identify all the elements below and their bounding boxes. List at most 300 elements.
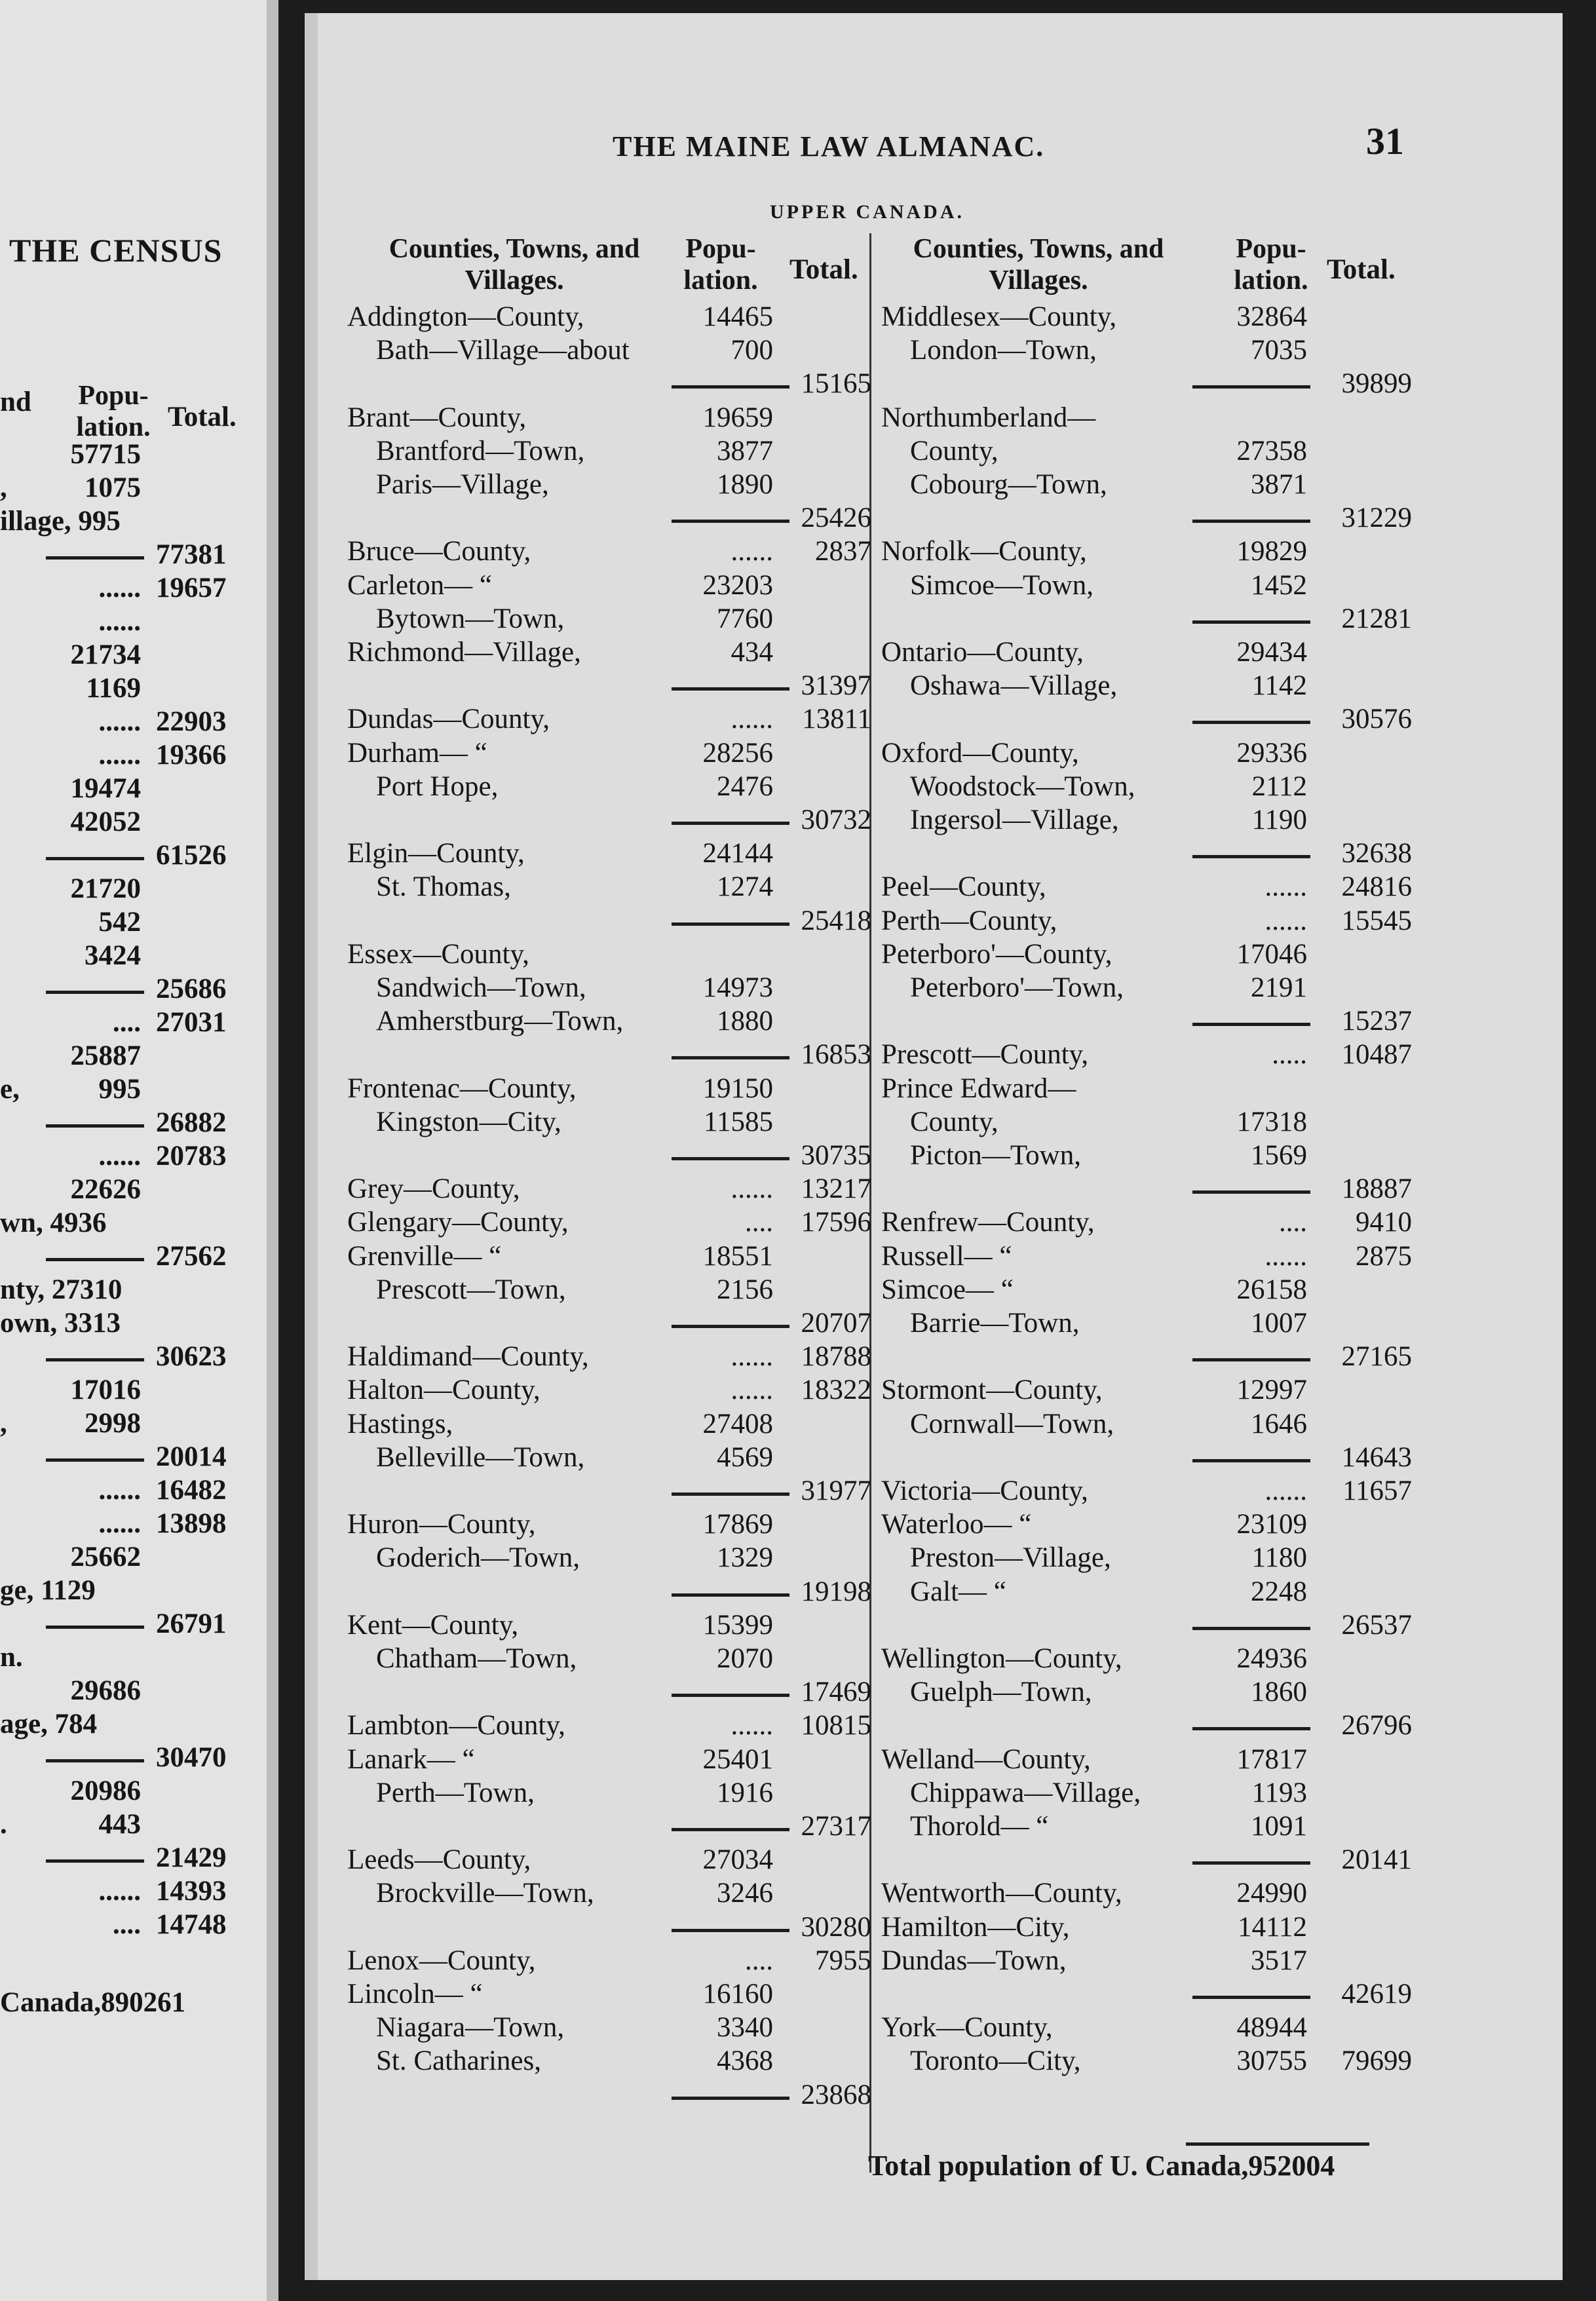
sum-rule <box>1192 520 1310 523</box>
place-name: Haldimand—County, <box>347 1341 589 1373</box>
fragment-population: 995 <box>98 1074 141 1105</box>
place-name: Lanark— “ <box>347 1743 475 1775</box>
place-name: Perth—County, <box>881 905 1057 936</box>
sum-rule <box>672 1929 789 1932</box>
fragment-rule <box>46 1358 144 1361</box>
left-header-population-line1: Popu- <box>685 234 756 264</box>
place-name: Hastings, <box>347 1408 453 1439</box>
place-name: Welland—County, <box>881 1743 1091 1775</box>
left-header-place <box>351 233 678 296</box>
population-value: 12997 <box>1236 1375 1307 1406</box>
sum-rule <box>1192 721 1310 724</box>
fragment-total: 22903 <box>156 706 227 737</box>
fragment-total: 19657 <box>156 573 227 603</box>
population-value: .... <box>745 1207 773 1238</box>
total-value: 32638 <box>1341 838 1412 869</box>
total-value: 15165 <box>801 368 871 400</box>
fragment-population: 25887 <box>70 1040 141 1071</box>
population-value: ...... <box>731 1341 773 1373</box>
total-value: 19198 <box>801 1576 871 1607</box>
population-value: 23109 <box>1236 1509 1307 1540</box>
place-name: Peterboro'—Town, <box>910 972 1124 1003</box>
population-value: 26158 <box>1236 1274 1307 1305</box>
total-population-footer: Total population of U. Canada,952004 <box>868 2150 1335 2182</box>
place-name: County, <box>910 435 998 466</box>
total-value: 30280 <box>801 1911 871 1943</box>
fragment-total: 16482 <box>156 1475 227 1506</box>
place-name: Picton—Town, <box>910 1140 1081 1171</box>
population-value: 7760 <box>717 603 773 634</box>
place-name: Chatham—Town, <box>376 1643 577 1674</box>
place-name: York—County, <box>881 2012 1053 2044</box>
population-value: 17817 <box>1236 1743 1307 1775</box>
place-name: Amherstburg—Town, <box>376 1006 624 1037</box>
place-name: Northumberland— <box>881 402 1096 433</box>
sum-rule <box>672 1056 789 1059</box>
section-subtitle: UPPER CANADA. <box>770 201 964 223</box>
place-name: Brant—County, <box>347 402 527 433</box>
total-value: 42619 <box>1341 1979 1412 2009</box>
population-value: 3877 <box>717 435 773 466</box>
place-name: London—Town, <box>910 335 1097 366</box>
population-value: ...... <box>731 1710 773 1741</box>
fragment-total: 14393 <box>156 1876 227 1907</box>
total-value: 14643 <box>1341 1441 1412 1473</box>
place-name: Belleville—Town, <box>376 1441 585 1473</box>
population-value: 1860 <box>1251 1677 1307 1708</box>
population-value: 19150 <box>702 1073 773 1104</box>
fragment-total: 14748 <box>156 1909 227 1940</box>
sum-rule <box>672 922 789 926</box>
fragment-rule <box>46 556 144 560</box>
population-value: 1646 <box>1251 1408 1307 1439</box>
total-value: 39899 <box>1341 368 1412 400</box>
population-value: 24144 <box>702 838 773 869</box>
fragment-label: , <box>0 472 7 503</box>
place-name: Waterloo— “ <box>881 1509 1032 1540</box>
sum-rule <box>1192 1190 1310 1194</box>
fragment-total: 30470 <box>156 1742 227 1773</box>
total-value: 13811 <box>802 704 871 735</box>
total-value: 15237 <box>1341 1006 1412 1037</box>
population-value: 1091 <box>1251 1811 1307 1842</box>
total-value: 23868 <box>801 2079 871 2110</box>
left-page-total-header: Total. <box>168 402 237 432</box>
population-value: 14112 <box>1238 1911 1307 1943</box>
fragment-population: 22626 <box>70 1174 141 1205</box>
place-name: Oxford—County, <box>881 737 1079 769</box>
population-value: ...... <box>731 536 773 567</box>
fragment-population: 443 <box>98 1809 141 1840</box>
population-value: 17869 <box>702 1509 773 1540</box>
place-name: Russell— “ <box>881 1240 1012 1272</box>
fragment-total: 13898 <box>156 1508 227 1539</box>
fragment-rule <box>46 1759 144 1762</box>
total-value: 30732 <box>801 805 871 835</box>
left-page-population-header <box>64 380 162 443</box>
sum-rule <box>672 1325 789 1328</box>
population-value: 3517 <box>1251 1945 1307 1976</box>
fragment-population: 25662 <box>70 1542 141 1572</box>
population-value: 11585 <box>704 1106 773 1137</box>
fragment-label: age, 784 <box>0 1709 98 1740</box>
place-name: Bruce—County, <box>347 536 531 567</box>
total-value: 16853 <box>801 1039 871 1071</box>
fragment-total: 19366 <box>156 740 227 770</box>
population-value: 2112 <box>1251 770 1307 802</box>
fragment-population: 21734 <box>70 639 141 670</box>
population-value: 17318 <box>1236 1106 1307 1137</box>
place-name: Bytown—Town, <box>376 603 565 634</box>
place-name: Kent—County, <box>347 1609 519 1641</box>
fragment-rule <box>46 1258 144 1261</box>
population-value: 1142 <box>1251 670 1307 702</box>
population-value: ...... <box>731 1375 773 1406</box>
total-value: 18887 <box>1341 1173 1412 1205</box>
sum-rule <box>1192 385 1310 389</box>
population-value: 1180 <box>1251 1542 1307 1574</box>
sum-rule <box>1192 1861 1310 1865</box>
fragment-population: 542 <box>98 907 141 938</box>
place-name: Middlesex—County, <box>881 301 1117 332</box>
right-header-place-line1: Counties, Towns, and <box>913 234 1164 264</box>
sum-rule <box>1192 1459 1310 1462</box>
sum-rule <box>672 385 789 389</box>
fragment-population: 29686 <box>70 1675 141 1706</box>
place-name: Chippawa—Village, <box>910 1777 1141 1808</box>
fragment-population: 57715 <box>70 439 141 470</box>
population-value: 27358 <box>1236 435 1307 466</box>
fragment-population: .... <box>113 1909 141 1940</box>
place-name: Renfrew—County, <box>881 1207 1095 1238</box>
place-name: Preston—Village, <box>910 1542 1111 1574</box>
place-name: Woodstock—Town, <box>910 770 1135 802</box>
total-value: 26796 <box>1341 1710 1412 1741</box>
population-value: ..... <box>1272 1039 1307 1071</box>
fragment-total: 20014 <box>156 1441 227 1472</box>
place-name: St. Thomas, <box>376 871 511 903</box>
population-value: ...... <box>1264 1240 1307 1272</box>
total-value: 17596 <box>801 1207 871 1238</box>
total-value: 11657 <box>1342 1475 1412 1506</box>
sum-rule <box>672 520 789 523</box>
sum-rule <box>1192 1627 1310 1630</box>
total-value: 2875 <box>1356 1240 1412 1272</box>
place-name: Richmond—Village, <box>347 637 581 668</box>
total-value: 30576 <box>1341 704 1412 735</box>
fragment-label: nty, 27310 <box>0 1274 123 1305</box>
total-value: 21281 <box>1341 603 1412 634</box>
total-value: 31977 <box>801 1475 871 1506</box>
place-name: Stormont—County, <box>881 1375 1103 1406</box>
fragment-label: ge, 1129 <box>0 1575 96 1606</box>
population-value: ...... <box>731 704 773 735</box>
population-value: 700 <box>731 335 773 366</box>
page-number: 31 <box>1366 120 1404 162</box>
population-value: ...... <box>731 1173 773 1205</box>
fragment-total: 30623 <box>156 1341 227 1372</box>
fragment-population: ...... <box>98 1141 141 1171</box>
fragment-population: 20986 <box>70 1776 141 1806</box>
population-value: 15399 <box>702 1609 773 1641</box>
fragment-population: ...... <box>98 740 141 770</box>
place-name: Simcoe—Town, <box>910 569 1094 601</box>
place-name: Peel—County, <box>881 871 1046 903</box>
population-value: 3340 <box>717 2012 773 2044</box>
fragment-total: 77381 <box>156 539 227 570</box>
left-page-title: THE CENSUS <box>9 232 223 269</box>
fragment-population: .... <box>113 1007 141 1038</box>
place-name: Essex—County, <box>347 938 529 970</box>
right-header-population <box>1222 233 1320 296</box>
population-value: 2191 <box>1251 972 1307 1003</box>
population-value: 24936 <box>1236 1643 1307 1674</box>
total-value: 9410 <box>1356 1207 1412 1238</box>
population-value: 30755 <box>1236 2045 1307 2077</box>
population-value: 4368 <box>717 2045 773 2077</box>
fragment-total: 26882 <box>156 1107 227 1138</box>
total-value: 31229 <box>1341 503 1412 534</box>
population-value: 19829 <box>1236 536 1307 567</box>
sum-rule <box>1192 855 1310 858</box>
place-name: Prescott—Town, <box>376 1274 566 1305</box>
left-header-total: Total. <box>789 254 858 285</box>
fragment-label: . <box>0 1809 7 1840</box>
place-name: Glengary—County, <box>347 1207 569 1238</box>
fragment-label: , <box>0 1408 7 1439</box>
total-value: 13217 <box>801 1173 871 1205</box>
fragment-total: 25686 <box>156 974 227 1004</box>
population-value: 27034 <box>702 1844 773 1876</box>
total-value: 30735 <box>801 1140 871 1171</box>
sum-rule <box>1192 620 1310 624</box>
fragment-rule <box>46 1458 144 1462</box>
place-name: Lincoln— “ <box>347 1979 483 2009</box>
right-header-place <box>875 233 1202 296</box>
right-header-place-line2: Villages. <box>989 265 1088 295</box>
total-value: 7955 <box>815 1945 871 1976</box>
place-name: Grey—County, <box>347 1173 520 1205</box>
place-name: Lenox—County, <box>347 1945 536 1976</box>
total-value: 17469 <box>801 1677 871 1708</box>
fragment-total: 27562 <box>156 1241 227 1272</box>
population-value: 48944 <box>1236 2012 1307 2044</box>
population-value: 3871 <box>1251 469 1307 500</box>
population-value: 28256 <box>702 737 773 769</box>
place-name: Dundas—Town, <box>881 1945 1067 1976</box>
place-name: St. Catharines, <box>376 2045 541 2077</box>
population-value: 29434 <box>1236 637 1307 668</box>
place-name: Galt— “ <box>910 1576 1006 1607</box>
left-header-population <box>672 233 770 296</box>
fragment-rule <box>46 857 144 860</box>
place-name: Norfolk—County, <box>881 536 1087 567</box>
fragment-population: ...... <box>98 573 141 603</box>
sum-rule <box>1192 1996 1310 1999</box>
population-value: ...... <box>1264 871 1307 903</box>
place-name: Ingersol—Village, <box>910 805 1119 835</box>
place-name: Kingston—City, <box>376 1106 561 1137</box>
population-value: 17046 <box>1236 938 1307 970</box>
total-value: 20141 <box>1341 1844 1412 1876</box>
population-value: 24990 <box>1236 1878 1307 1909</box>
footer-rule <box>1186 2142 1369 2146</box>
population-value: 1007 <box>1251 1308 1307 1339</box>
place-name: Cornwall—Town, <box>910 1408 1114 1439</box>
fragment-population: 19474 <box>70 773 141 804</box>
place-name: Simcoe— “ <box>881 1274 1014 1305</box>
right-header-population-line2: lation. <box>1234 265 1308 295</box>
total-value: 18788 <box>801 1341 871 1373</box>
fragment-rule <box>46 991 144 994</box>
sum-rule <box>672 687 789 691</box>
population-value: 1193 <box>1251 1777 1307 1808</box>
left-page-population-header-line2: lation. <box>76 412 151 442</box>
place-name: Brantford—Town, <box>376 435 585 466</box>
place-name: Leeds—County, <box>347 1844 531 1876</box>
fragment-population: 2998 <box>85 1408 141 1439</box>
right-header-total: Total. <box>1327 254 1396 285</box>
fragment-population: ...... <box>98 606 141 637</box>
place-name: Thorold— “ <box>910 1811 1049 1842</box>
left-header-population-line2: lation. <box>683 265 758 295</box>
place-name: Goderich—Town, <box>376 1542 580 1574</box>
left-page-gutter <box>267 0 278 2301</box>
place-name: Peterboro'—County, <box>881 938 1112 970</box>
fragment-total: 20783 <box>156 1141 227 1171</box>
place-name: Niagara—Town, <box>376 2012 565 2044</box>
population-value: 16160 <box>702 1979 773 2009</box>
fragment-label: wn, 4936 <box>0 1208 107 1238</box>
fragment-rule <box>46 1626 144 1629</box>
population-value: 1190 <box>1251 805 1307 835</box>
fragment-total: 21429 <box>156 1842 227 1873</box>
population-value: 1890 <box>717 469 773 500</box>
fragment-population: ...... <box>98 706 141 737</box>
almanac-page <box>305 13 1563 2280</box>
place-name: Port Hope, <box>376 770 499 802</box>
place-name: Dundas—County, <box>347 704 550 735</box>
place-name: Wentworth—County, <box>881 1878 1122 1909</box>
right-header-population-line1: Popu- <box>1236 234 1306 264</box>
population-value: 32864 <box>1236 301 1307 332</box>
population-value: 434 <box>731 637 773 668</box>
fragment-total: 61526 <box>156 840 227 871</box>
place-name: Bath—Village—about <box>376 335 630 366</box>
population-value: 29336 <box>1236 737 1307 769</box>
sum-rule <box>672 1828 789 1831</box>
total-value: 20707 <box>801 1308 871 1339</box>
left-facing-page <box>0 0 278 2301</box>
place-name: Ontario—County, <box>881 637 1084 668</box>
population-value: 1569 <box>1251 1140 1307 1171</box>
place-name: Cobourg—Town, <box>910 469 1107 500</box>
total-value: 2837 <box>815 536 871 567</box>
population-value: 18551 <box>702 1240 773 1272</box>
place-name: Durham— “ <box>347 737 487 769</box>
population-value: 1452 <box>1251 569 1307 601</box>
total-value: 25418 <box>801 905 871 936</box>
fragment-population: 42052 <box>70 807 141 837</box>
total-value: 27317 <box>801 1811 871 1842</box>
total-value: 24816 <box>1341 871 1412 903</box>
total-value: 10815 <box>801 1710 871 1741</box>
place-name: Prescott—County, <box>881 1039 1089 1071</box>
left-header-place-line1: Counties, Towns, and <box>389 234 640 264</box>
fragment-population: ...... <box>98 1508 141 1539</box>
place-name: Huron—County, <box>347 1509 536 1540</box>
population-value: ...... <box>1264 905 1307 936</box>
sum-rule <box>1192 1023 1310 1026</box>
left-page-footer: Canada,890261 <box>0 1987 186 2018</box>
fragment-population: 1169 <box>86 673 141 704</box>
page-edge <box>305 13 318 2280</box>
sum-rule <box>672 2097 789 2100</box>
population-value: 23203 <box>702 569 773 601</box>
place-name: Brockville—Town, <box>376 1878 594 1909</box>
population-value: 2070 <box>717 1643 773 1674</box>
fragment-total: 27031 <box>156 1007 227 1038</box>
sum-rule <box>672 1593 789 1597</box>
place-name: Perth—Town, <box>376 1777 535 1808</box>
total-value: 26537 <box>1341 1609 1412 1641</box>
population-value: 1274 <box>717 871 773 903</box>
page-header-title: THE MAINE LAW ALMANAC. <box>613 130 1045 162</box>
total-value: 27165 <box>1341 1341 1412 1373</box>
fragment-population: 1075 <box>85 472 141 503</box>
total-value: 31397 <box>801 670 871 702</box>
place-name: County, <box>910 1106 998 1137</box>
fragment-population: 3424 <box>85 940 141 971</box>
fragment-population: ...... <box>98 1876 141 1907</box>
population-value: 2248 <box>1251 1576 1307 1607</box>
total-value: 25426 <box>801 503 871 534</box>
sum-rule <box>1192 1358 1310 1361</box>
fragment-rule <box>46 1124 144 1128</box>
place-name: Sandwich—Town, <box>376 972 586 1003</box>
place-name: Guelph—Town, <box>910 1677 1092 1708</box>
population-value: 1916 <box>717 1777 773 1808</box>
population-value: 14973 <box>702 972 773 1003</box>
place-name: Addington—County, <box>347 301 584 332</box>
left-page-column-fragment: nd <box>0 387 31 417</box>
fragment-label: e, <box>0 1074 20 1105</box>
population-value: ...... <box>1264 1475 1307 1506</box>
population-value: 27408 <box>702 1408 773 1439</box>
total-value: 10487 <box>1341 1039 1412 1071</box>
fragment-label: illage, 995 <box>0 506 121 537</box>
population-value: 19659 <box>702 402 773 433</box>
place-name: Toronto—City, <box>910 2045 1081 2077</box>
place-name: Paris—Village, <box>376 469 549 500</box>
place-name: Oshawa—Village, <box>910 670 1118 702</box>
fragment-total: 26791 <box>156 1608 227 1639</box>
place-name: Lambton—County, <box>347 1710 565 1741</box>
sum-rule <box>672 822 789 825</box>
total-value: 18322 <box>801 1375 871 1406</box>
sum-rule <box>672 1694 789 1697</box>
place-name: Hamilton—City, <box>881 1911 1070 1943</box>
population-value: 2476 <box>717 770 773 802</box>
place-name: Grenville— “ <box>347 1240 502 1272</box>
population-value: 1329 <box>717 1542 773 1574</box>
place-name: Victoria—County, <box>881 1475 1088 1506</box>
total-value: 79699 <box>1341 2045 1412 2077</box>
fragment-population: 21720 <box>70 873 141 904</box>
population-value: 14465 <box>702 301 773 332</box>
fragment-population: 17016 <box>70 1375 141 1405</box>
left-header-place-line2: Villages. <box>465 265 564 295</box>
